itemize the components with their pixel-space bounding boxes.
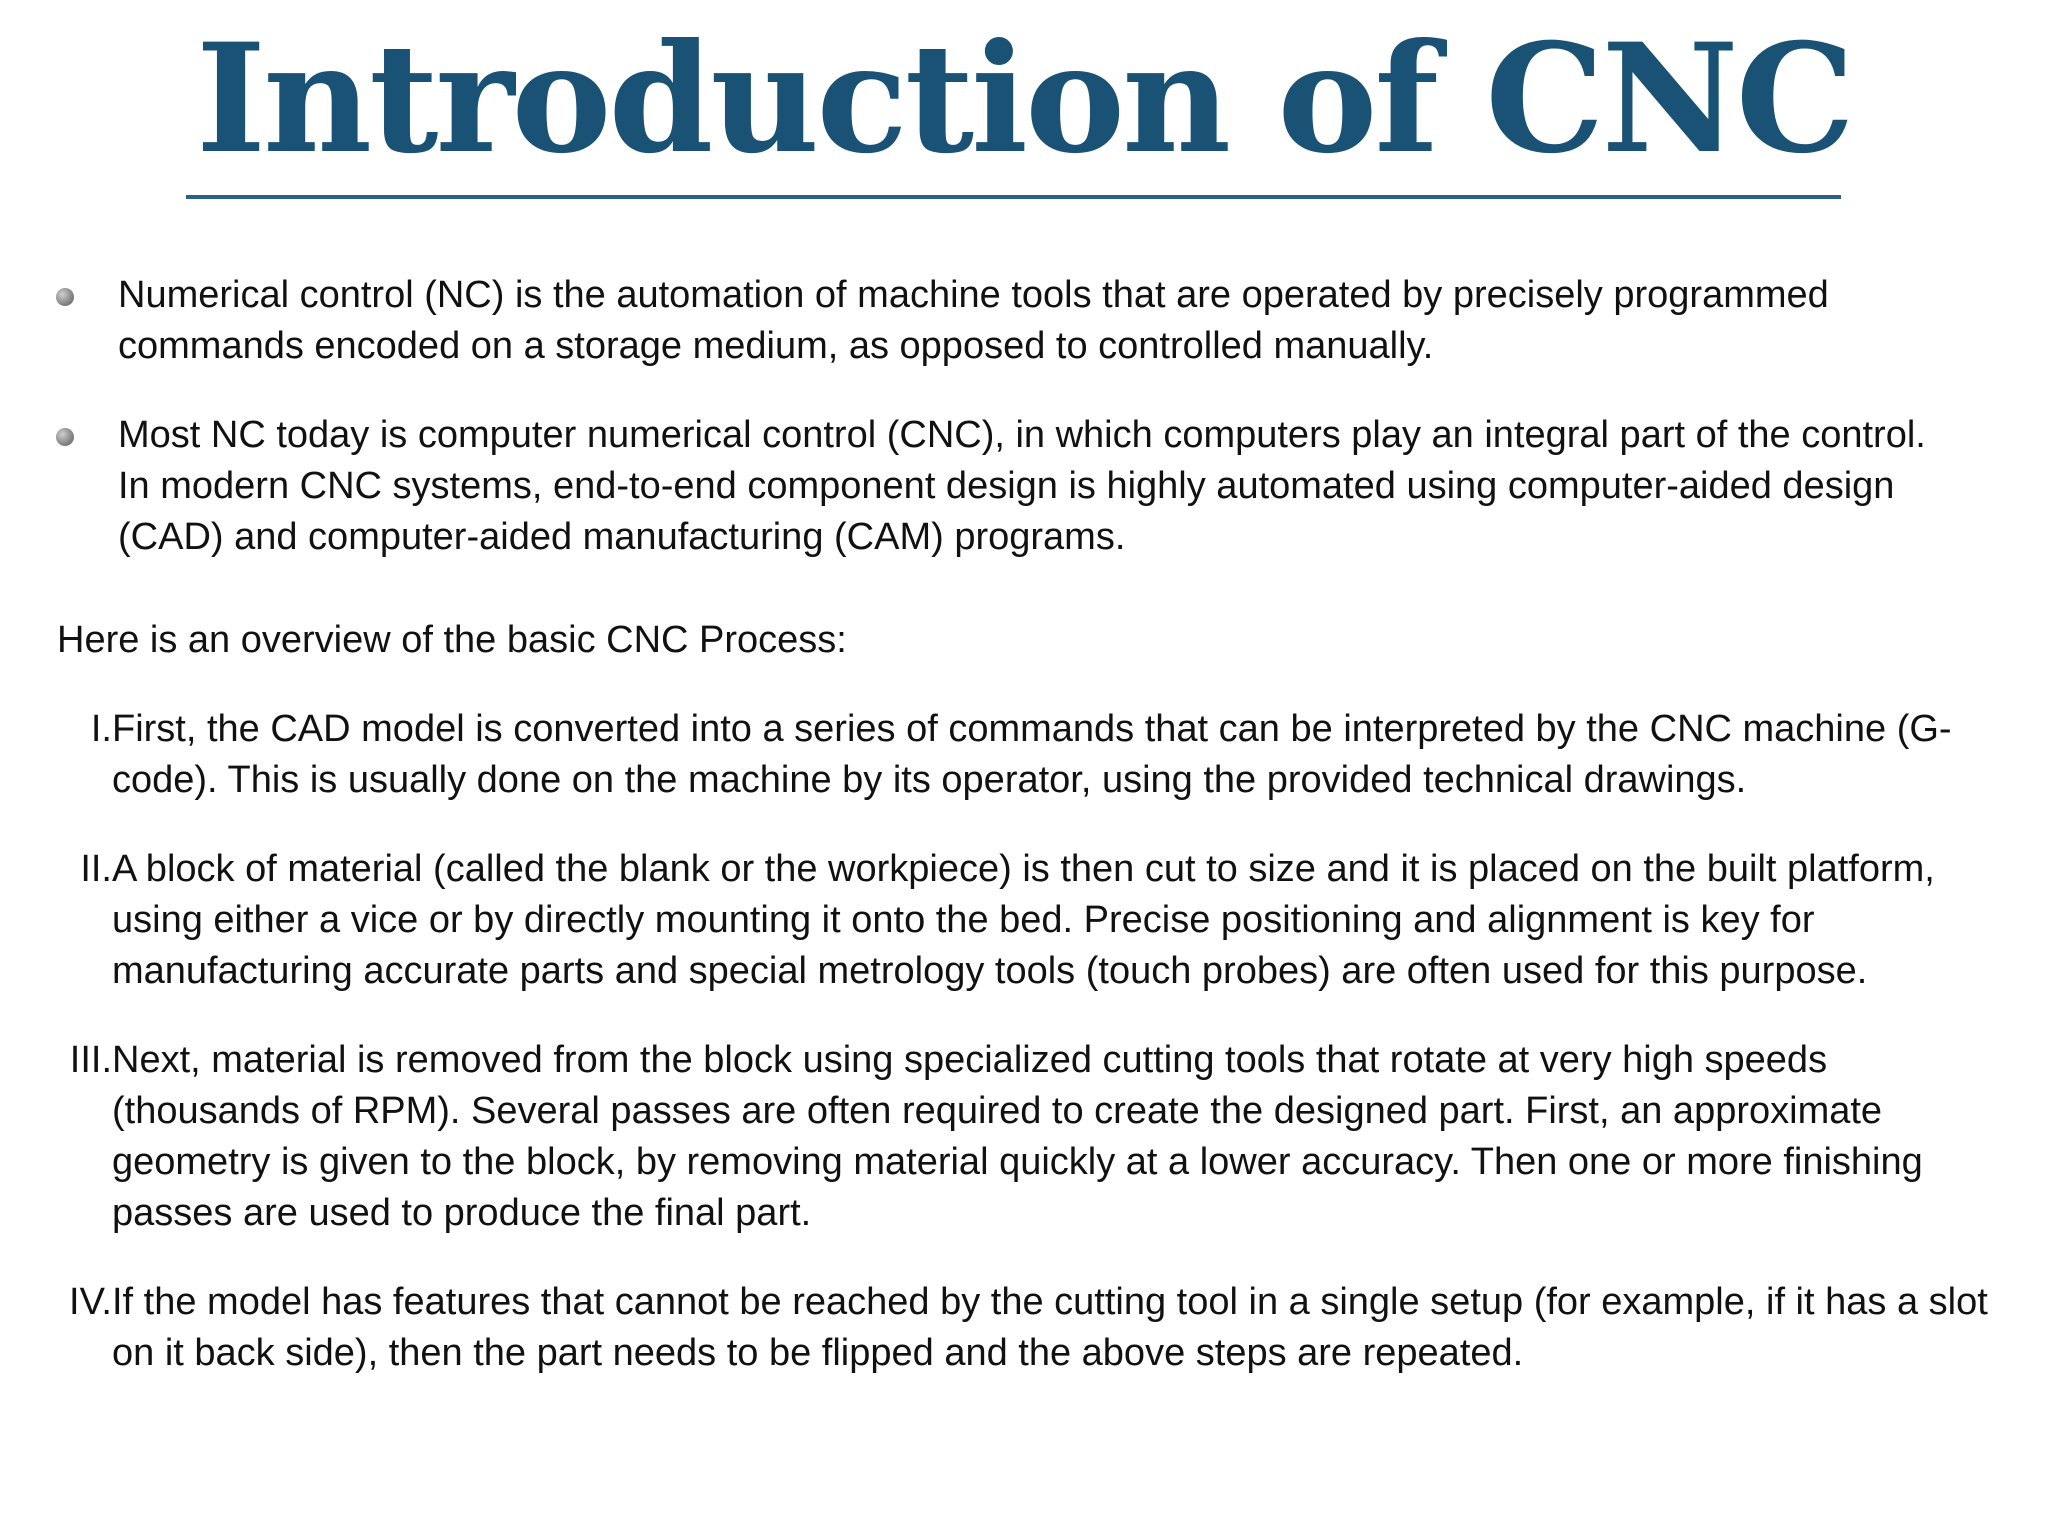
bullet-text: Numerical control (NC) is the automation of machine tools that are operated by precisely programmed commands encoded on a storage medium, as opposed to controlled manually. [118, 274, 1829, 367]
slide-content [0, 270, 2048, 1417]
step-number: IV. [69, 1281, 112, 1323]
process-step [69, 1035, 2012, 1239]
bullet-item [118, 410, 1958, 563]
title-divider [186, 195, 1841, 199]
bullet-text: Most NC today is computer numerical control (CNC), in which computers play an integral part of the control. In modern CNC systems, end-to-end component design is highly automated using computer-aided design (CAD) and computer-aided manufacturing (CAM) programs. [118, 414, 1926, 558]
bullet-item [118, 270, 1958, 372]
step-number: III. [69, 1039, 112, 1081]
bullet-dot-icon [56, 428, 74, 446]
process-step [80, 844, 2012, 997]
step-number: II. [80, 848, 112, 890]
process-step [90, 704, 2012, 806]
bullet-dot-icon [56, 288, 74, 306]
step-number: I. [90, 708, 112, 750]
process-step [69, 1277, 2012, 1379]
step-text: If the model has features that cannot be reached by the cutting tool in a single setup (for example, if it has a slot on it back side), then the part needs to be flipped and the above steps are repeated. [112, 1281, 1988, 1374]
step-text: First, the CAD model is converted into a series of commands that can be interpreted by the CNC machine (G-code). This is usually done on the machine by its operator, using the provided technical drawings. [112, 708, 1952, 801]
step-text: Next, material is removed from the block using specialized cutting tools that rotate at very high speeds (thousands of RPM). Several passes are often required to create the designed part. First, an approximate geometry is given to the block, by removing material quickly at a lower accuracy. Then one or more finishing passes are used to produce the final part. [112, 1039, 1923, 1234]
slide-title: Introduction of CNC [195, 11, 1853, 187]
process-intro: Here is an overview of the basic CNC Process: [57, 619, 847, 661]
step-text: A block of material (called the blank or the workpiece) is then cut to size and it is placed on the built platform, using either a vice or by directly mounting it onto the bed. Precise positioning and alignment is key for manufacturing accurate parts and special metrology tools (touch probes) are often used for this purpose. [112, 848, 1935, 992]
